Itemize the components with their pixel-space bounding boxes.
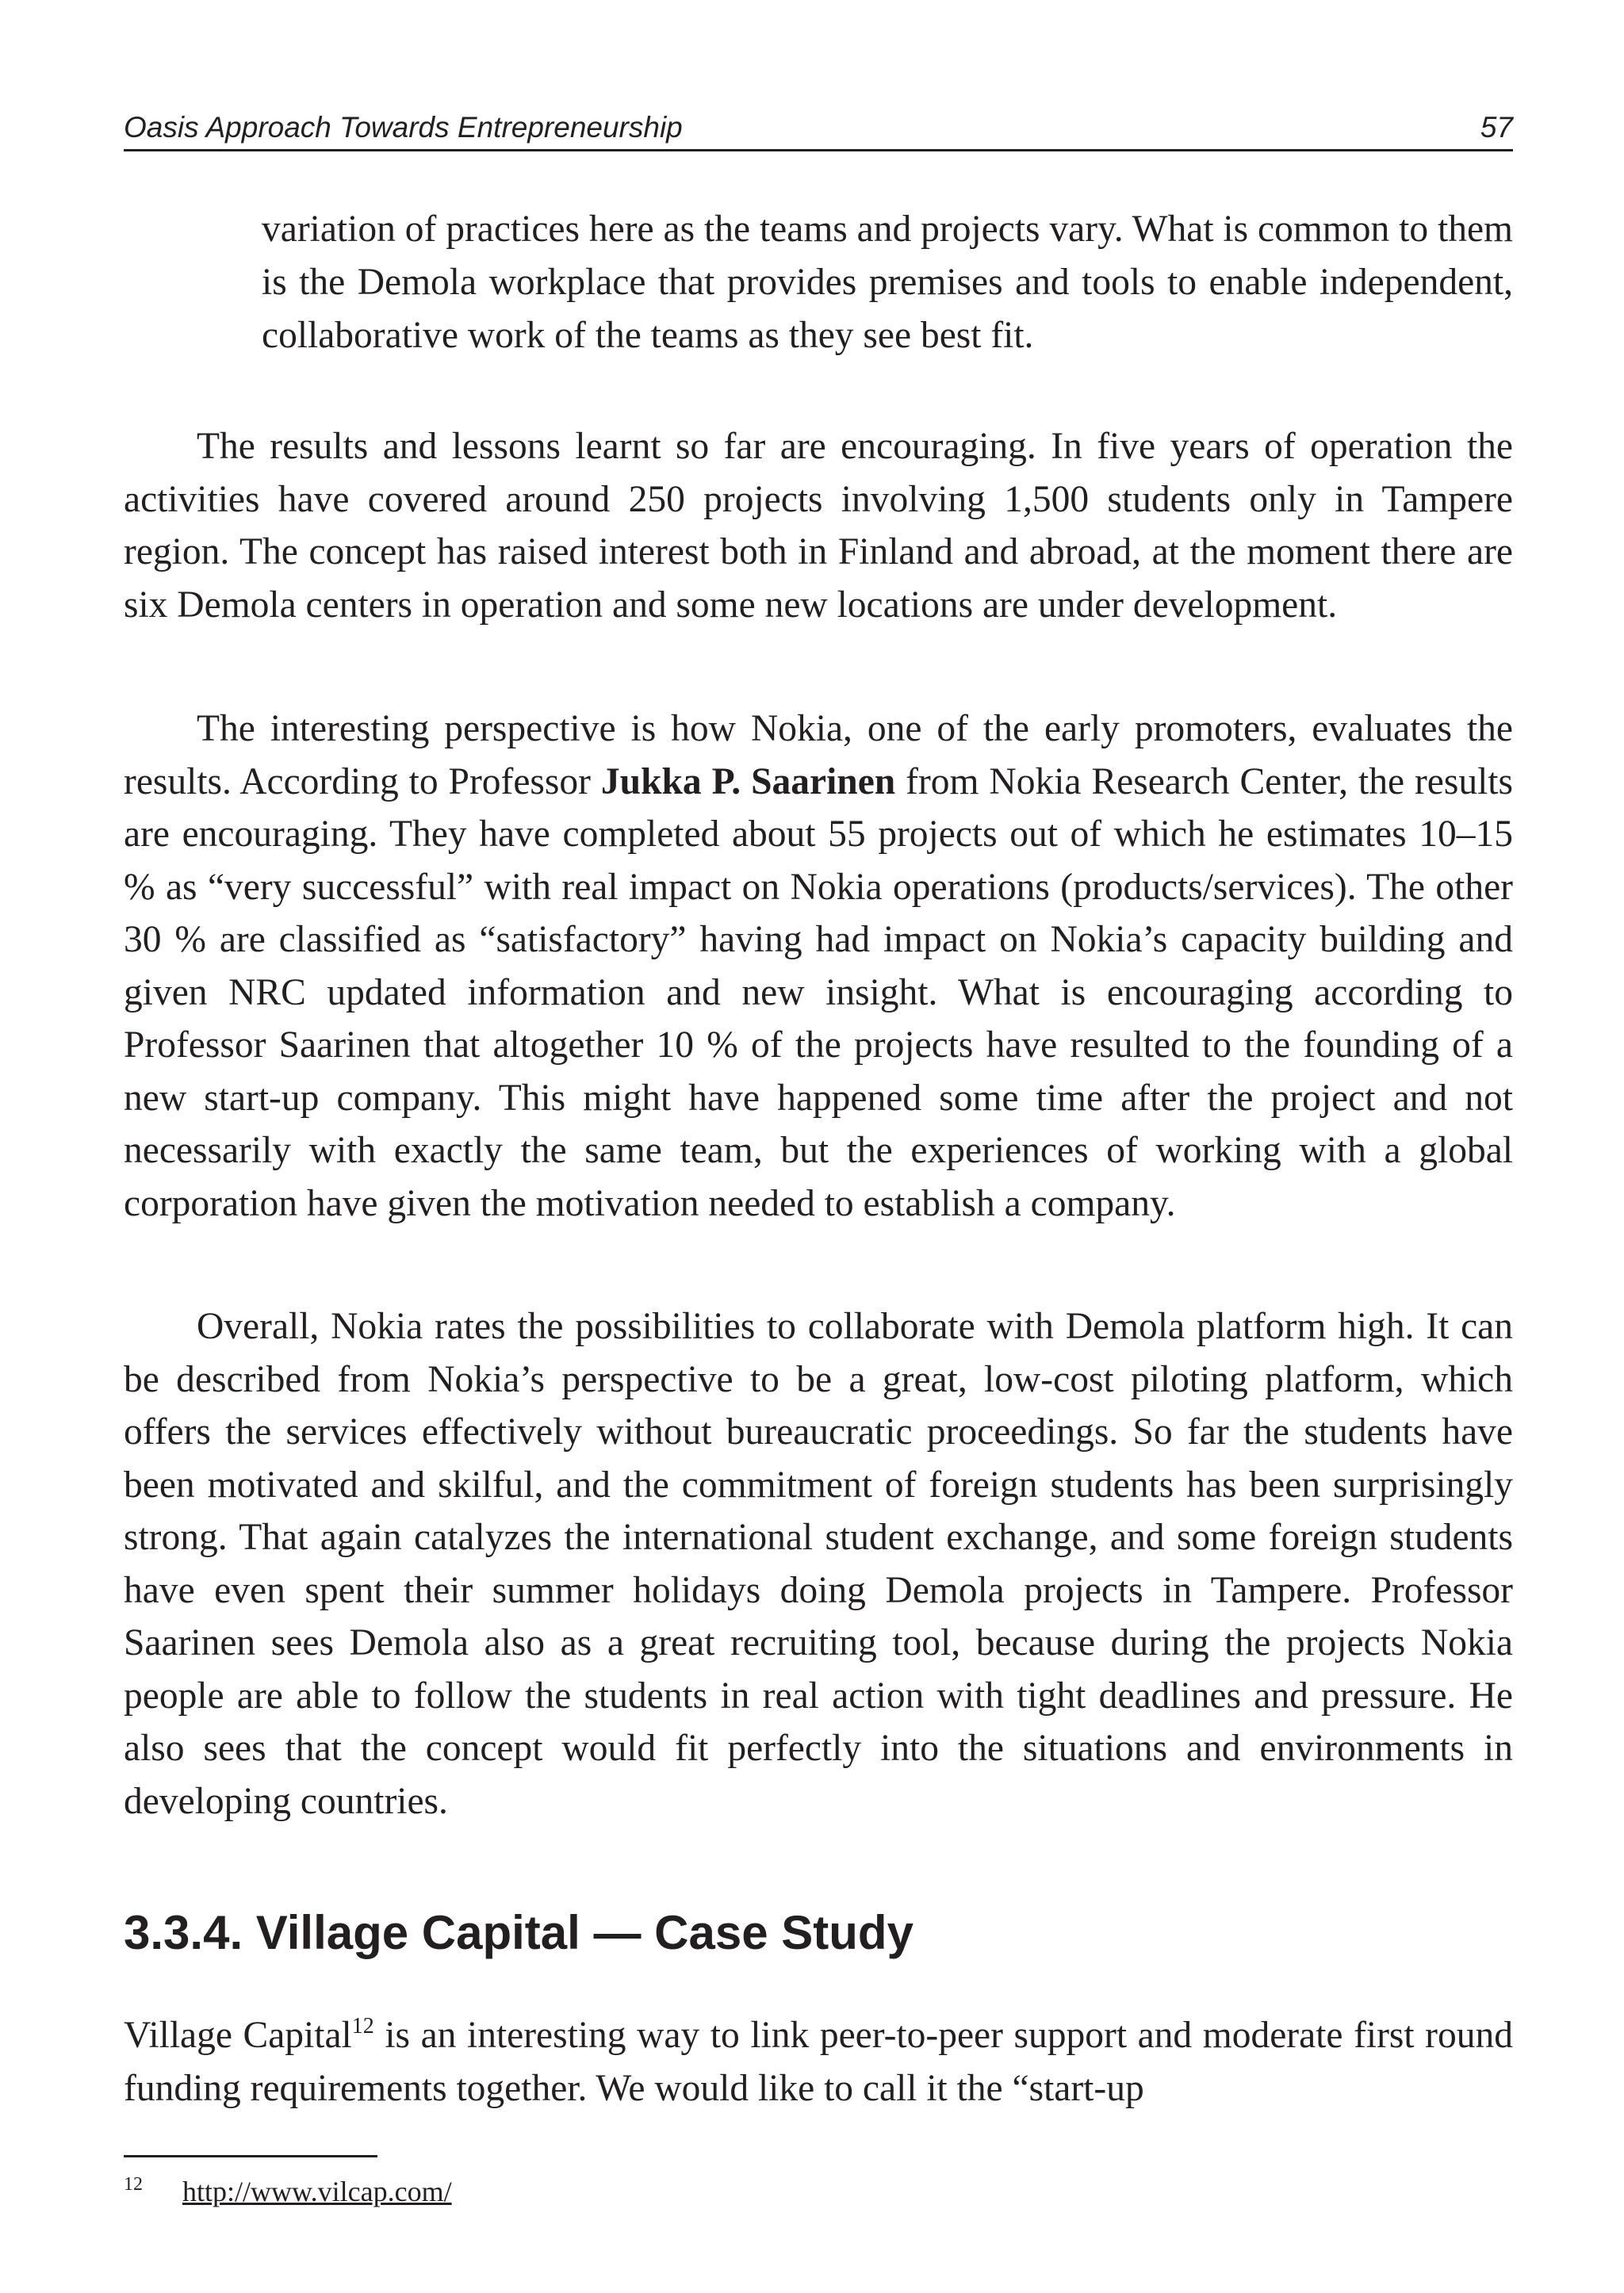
paragraph-text: is an interesting way to link peer-to-peer support and moderate first round funding requirements together. We would like to call it the “start-up xyxy=(124,2015,1513,2109)
paragraph-village-capital xyxy=(124,2009,1513,2115)
person-name: Jukka P. Saarinen xyxy=(600,760,896,802)
footnote-marker: 12 xyxy=(124,2174,143,2195)
page-number: 57 xyxy=(1480,111,1513,144)
paragraph-text: from Nokia Research Center, the results are encouraging. They have completed about 55 projects out of which he estimates 10–15 % as “very successful” with real impact on Nokia operations (products/services). The other 30 % are classified as “satisfactory” having had impact on Nokia’s capacity building and given NRC updated information and new insight. What is encouraging according to Professor Saarinen that altogether 10 % of the projects have resulted to the founding of a new start-up company. This might have happened some time after the project and not necessarily with exactly the same team, but the experiences of working with a global corporation have given the motivation needed to establish a company. xyxy=(124,760,1513,1224)
footnote-divider xyxy=(124,2155,377,2157)
section-heading: 3.3.4. Village Capital — Case Study xyxy=(124,1906,914,1959)
footnote xyxy=(124,2172,452,2211)
quote-paragraph: variation of practices here as the teams and projects vary. What is common to them is the Demola workplace that provides premises and tools to enable independent, collaborative work of the teams as they see best fit. xyxy=(262,209,1513,356)
footnote-link[interactable]: http://www.vilcap.com/ xyxy=(182,2176,452,2207)
paragraph-results: The results and lessons learnt so far are encouraging. In five years of operation the activities have covered around 250 projects involving 1,500 students only in Tampere region. The concept has raised interest both in Finland and abroad, at the moment there are six Demola centers in operation and some new locations are under development. xyxy=(124,426,1513,626)
page-header xyxy=(124,108,1513,151)
footnote-reference[interactable]: 12 xyxy=(351,2014,374,2038)
paragraph-nokia-rating: Overall, Nokia rates the possibilities to collaborate with Demola platform high. It can be described from Nokia’s perspective to be a great, low-cost piloting platform, which offers the services effectively without bureaucratic proceedings. So far the students have been motivated and skilful, and the commitment of foreign students has been surprisingly strong. That again catalyzes the international student exchange, and some foreign students have even spent their summer holidays doing Demola projects in Tampere. Professor Saarinen sees Demola also as a great recruiting tool, because during the projects Nokia people are able to follow the students in real action with tight deadlines and pressure. He also sees that the concept would fit perfectly into the situations and environments in developing countries. xyxy=(124,1306,1513,1822)
paragraph-text: The interesting perspective is how Nokia, one of the early promoters, evaluates the results. According to Professor xyxy=(124,708,1513,802)
paragraph-nokia-perspective xyxy=(124,702,1513,1230)
running-title: Oasis Approach Towards Entrepreneurship xyxy=(124,111,683,144)
paragraph-text: Village Capital xyxy=(124,2015,352,2056)
